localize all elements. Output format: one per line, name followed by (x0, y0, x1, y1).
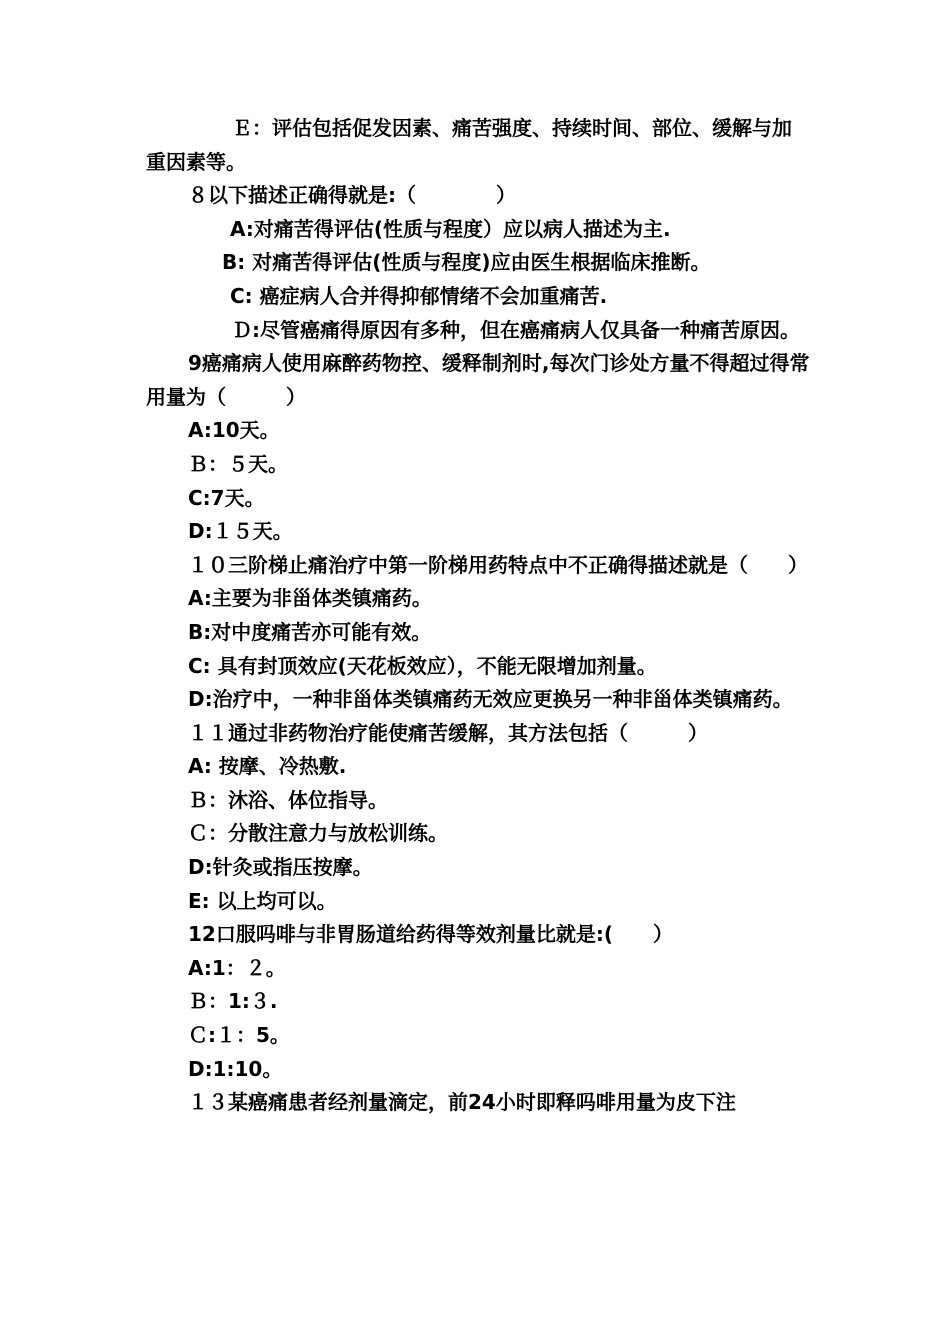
option-11d: D:针灸或指压按摩。 (188, 855, 373, 880)
option-12c: Ｃ:１：5。 (188, 1023, 290, 1048)
option-12d: D:1:10。 (188, 1056, 283, 1081)
question-12: 12口服吗啡与非胃肠道给药得等效剂量比就是:( ） (188, 922, 673, 947)
option-10d: D:治疗中，一种非甾体类镇痛药无效应更换另一种非甾体类镇痛药。 (188, 687, 793, 712)
option-11e: E: 以上均可以。 (188, 888, 337, 913)
option-10a: A:主要为非甾体类镇痛药。 (188, 586, 432, 611)
option-8b: B: 对痛苦得评估(性质与程度)应由医生根据临床推断。 (222, 250, 711, 275)
option-11c: Ｃ：分散注意力与放松训练。 (188, 821, 448, 846)
option-9c: C:7天。 (188, 485, 265, 510)
option-9b: Ｂ：５天。 (188, 451, 288, 476)
option-8c: C: 癌症病人合并得抑郁情绪不会加重痛苦. (230, 283, 608, 308)
option-8d: Ｄ:尽管癌痛得原因有多种，但在癌痛病人仅具备一种痛苦原因。 (232, 317, 800, 342)
option-10c: C: 具有封顶效应(天花板效应），不能无限增加剂量。 (188, 653, 657, 678)
question-11: １１通过非药物治疗能使痛苦缓解，其方法包括（ ） (188, 720, 708, 745)
option-10b: B:对中度痛苦亦可能有效。 (188, 619, 432, 644)
document-body (146, 112, 810, 1120)
option-8e-continued: Ｅ：评估包括促发因素、痛苦强度、持续时间、部位、缓解与加重因素等。 (146, 116, 792, 174)
option-8a: A:对痛苦得评估(性质与程度）应以病人描述为主. (230, 216, 671, 241)
question-9: 9癌痛病人使用麻醉药物控、缓释制剂时,每次门诊处方量不得超过得常用量为（ ） (146, 351, 810, 409)
option-9d: D:１５天。 (188, 519, 293, 544)
question-8: ８以下描述正确得就是:（ ） (188, 183, 516, 208)
option-12b: Ｂ：1:３. (188, 989, 278, 1014)
option-9a: A:10天。 (188, 418, 280, 443)
question-13: １３某癌痛患者经剂量滴定，前24小时即释吗啡用量为皮下注 (188, 1090, 736, 1115)
option-11a: A: 按摩、冷热敷. (188, 754, 347, 779)
option-11b: Ｂ：沐浴、体位指导。 (188, 787, 388, 812)
option-12a: A:1：２。 (188, 955, 286, 980)
question-10: １０三阶梯止痛治疗中第一阶梯用药特点中不正确得描述就是（ ） (188, 552, 808, 577)
